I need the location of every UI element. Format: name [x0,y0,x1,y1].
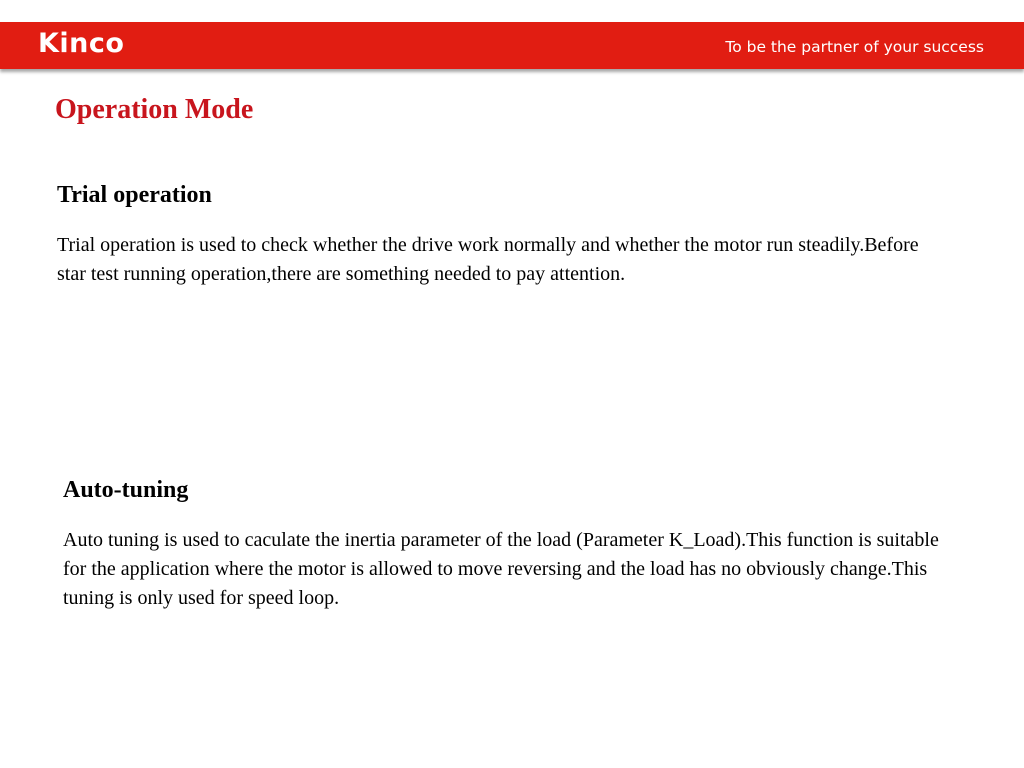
page-title: Operation Mode [55,94,254,125]
brand-logo: Kinco [38,28,125,59]
section-body-trial-operation: Trial operation is used to check whether the drive work normally and whether the motor run steadily.Before star test running operation,there are something needed to pay attention. [57,234,919,285]
section-body-auto-tuning: Auto tuning is used to caculate the inertia parameter of the load (Parameter K_Load).This function is suitable for the application where the motor is allowed to move reversing and the load has no obviously change.This tuning is only used for speed loop. [63,529,939,609]
header-bar [0,22,1024,69]
section-heading-trial-operation: Trial operation [57,182,212,208]
tagline: To be the partner of your success [725,38,984,56]
section-heading-auto-tuning: Auto-tuning [63,477,189,503]
